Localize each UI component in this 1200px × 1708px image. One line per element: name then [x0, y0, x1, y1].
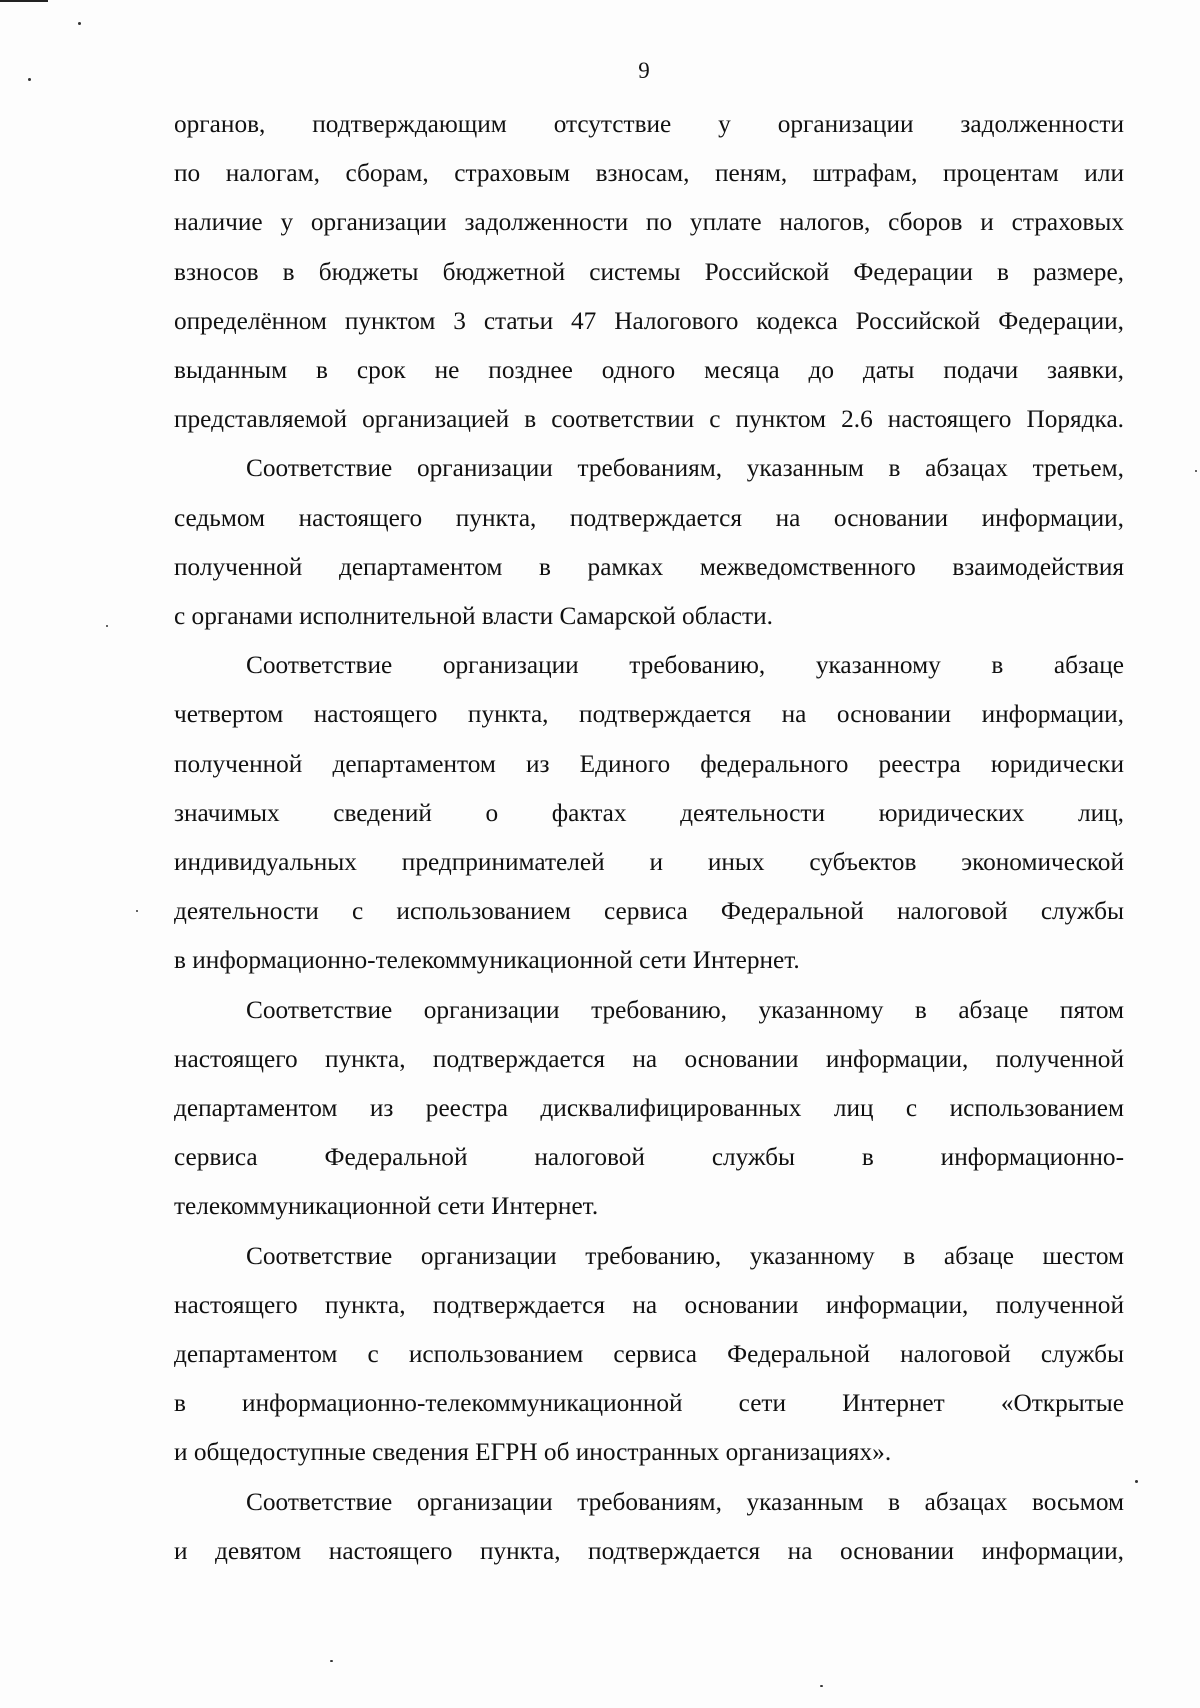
paragraph [174, 641, 1124, 985]
text-line: органов, подтверждающим отсутствие у организации задолженности [174, 110, 1124, 138]
scan-speck [136, 910, 138, 912]
text-line: Соответствие организации требованиям, указанным в абзацах восьмом [246, 1487, 1124, 1516]
paragraph [174, 1478, 1124, 1576]
text-line: четвертом настоящего пункта, подтверждается на основании информации, [174, 700, 1124, 729]
text-line: Соответствие организации требованию, указанному в абзаце шестом [246, 1241, 1124, 1270]
text-line: по налогам, сборам, страховым взносам, пеням, штрафам, процентам или [174, 159, 1124, 188]
text-line: значимых сведений о фактах деятельности юридических лиц, [174, 798, 1124, 827]
scan-speck [106, 625, 108, 627]
text-line: и общедоступные сведения ЕГРН об иностранных организациях». [174, 1438, 892, 1467]
text-line: сервиса Федеральной налоговой службы в информационно- [174, 1143, 1124, 1172]
text-line: выданным в срок не позднее одного месяца до даты подачи заявки, [174, 356, 1124, 385]
text-line: и девятом настоящего пункта, подтверждается на основании информации, [174, 1536, 1124, 1565]
page-number: 9 [638, 58, 650, 83]
paragraph [174, 1232, 1124, 1478]
paragraph [174, 444, 1124, 641]
text-line: департаментом с использованием сервиса Федеральной налоговой службы [174, 1340, 1124, 1369]
document-body [174, 100, 1124, 1576]
text-line: Соответствие организации требованию, указанному в абзаце [246, 651, 1124, 680]
text-line: индивидуальных предпринимателей и иных субъектов экономической [174, 848, 1124, 877]
text-line: настоящего пункта, подтверждается на основании информации, полученной [174, 1044, 1124, 1073]
scan-speck [1135, 1480, 1138, 1483]
text-line: полученной департаментом из Единого федерального реестра юридически [174, 749, 1124, 778]
text-line: департаментом из реестра дисквалифицированных лиц с использованием [174, 1094, 1124, 1123]
scan-speck [1195, 470, 1197, 472]
scan-speck [330, 1660, 333, 1662]
text-line: Соответствие организации требованиям, указанным в абзацах третьем, [246, 454, 1124, 483]
paragraph-continuation [174, 100, 1124, 444]
text-line: в информационно-телекоммуникационной сети Интернет. [174, 946, 800, 975]
text-line: полученной департаментом в рамках межведомственного взаимодействия [174, 552, 1124, 581]
scan-speck [28, 78, 31, 81]
text-line: с органами исполнительной власти Самарской области. [174, 602, 773, 631]
text-line: седьмом настоящего пункта, подтверждается на основании информации, [174, 503, 1124, 532]
text-line: наличие у организации задолженности по уплате налогов, сборов и страховых [174, 208, 1124, 237]
text-line: деятельности с использованием сервиса Федеральной налоговой службы [174, 897, 1124, 926]
text-line: в информационно-телекоммуникационной сети Интернет «Открытые [174, 1389, 1124, 1418]
paragraph [174, 986, 1124, 1232]
scan-speck [820, 1685, 823, 1687]
text-line: представляемой организацией в соответствии с пунктом 2.6 настоящего Порядка. [174, 405, 1124, 434]
scan-edge-mark [0, 0, 48, 2]
scan-speck [78, 22, 81, 25]
text-line: телекоммуникационной сети Интернет. [174, 1192, 599, 1221]
text-line: Соответствие организации требованию, указанному в абзаце пятом [246, 995, 1124, 1024]
text-line: взносов в бюджеты бюджетной системы Российской Федерации в размере, [174, 257, 1124, 286]
text-line: определённом пунктом 3 статьи 47 Налогового кодекса Российской Федерации, [174, 306, 1124, 335]
text-line: настоящего пункта, подтверждается на основании информации, полученной [174, 1290, 1124, 1319]
